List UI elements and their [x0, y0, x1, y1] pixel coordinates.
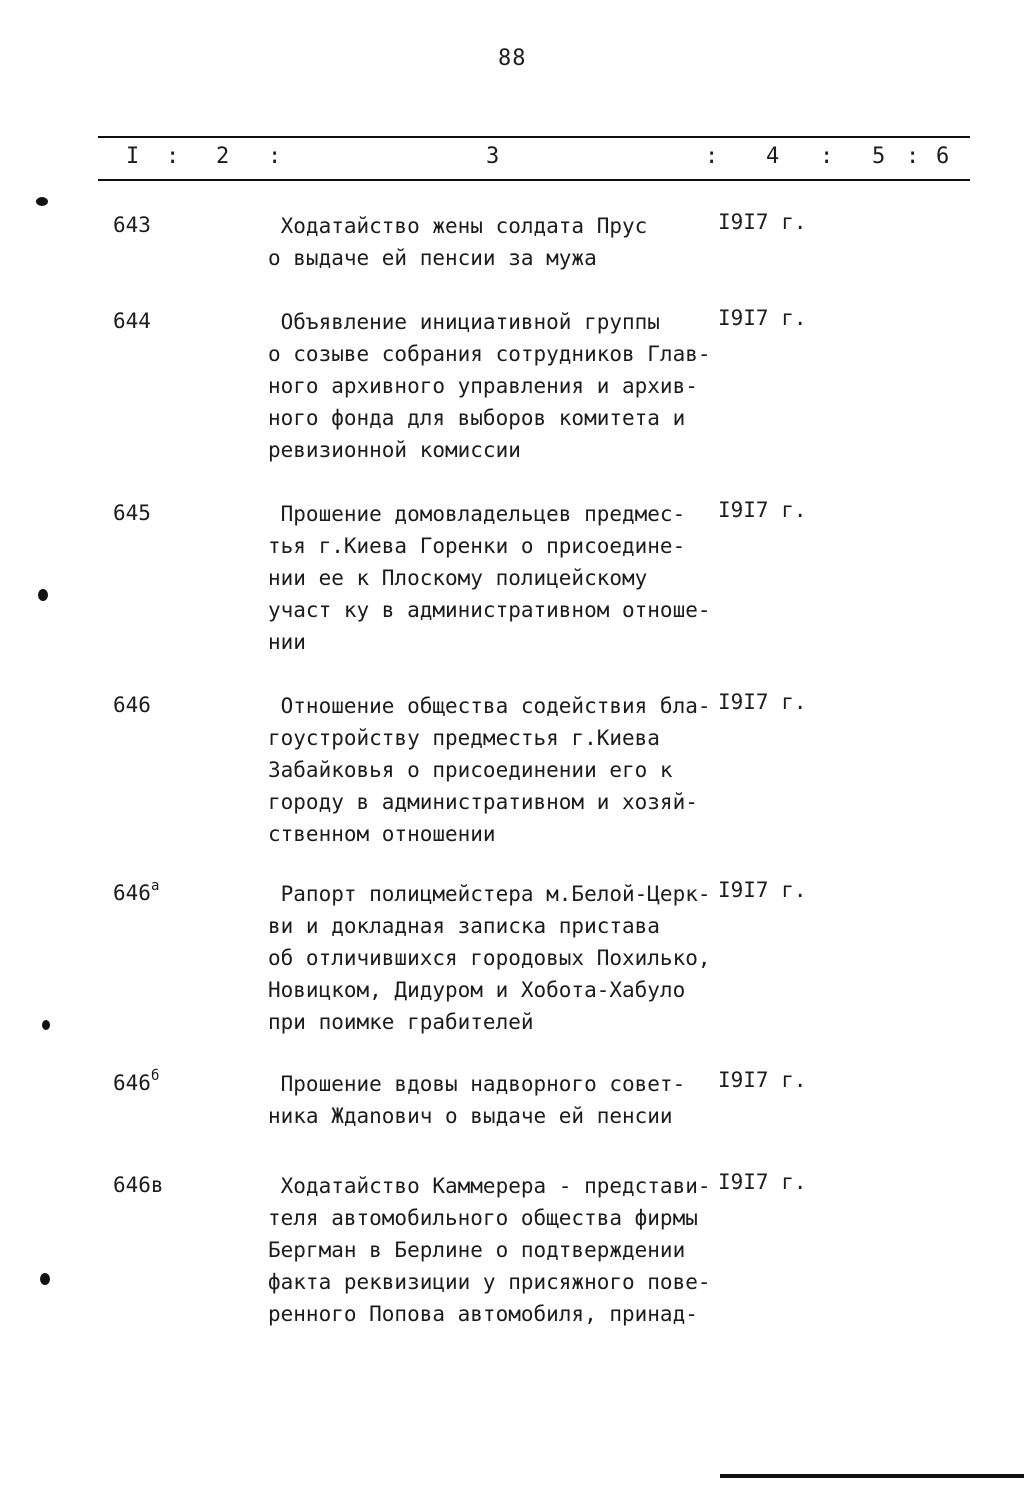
- row-date: I9I7 г.: [718, 306, 807, 330]
- row-number: 646: [113, 693, 151, 717]
- column-3-label: 3: [486, 144, 500, 169]
- header-rule-top: [98, 136, 970, 138]
- punch-hole-mark: [38, 589, 48, 601]
- header-rule-bottom: [98, 179, 970, 181]
- column-separator: :: [906, 144, 920, 169]
- row-description: Прошение вдовы надворного совет- ника Ждanович о выдаче ей пенсии: [268, 1072, 686, 1128]
- row-number: 646в: [113, 1173, 164, 1197]
- row-number: $646^а$: [113, 878, 160, 905]
- column-2-label: 2: [216, 144, 230, 169]
- column-5-label: 5: [872, 144, 886, 169]
- row-description: Отношение общества содействия бла- гоустройству предместья г.Киева Забайковья о присоединении его к городу в административном и хозяй- ственном отношении: [268, 694, 711, 846]
- row-date: I9I7 г.: [718, 878, 807, 902]
- column-1-label: I: [126, 144, 140, 169]
- row-description: Рапорт полицмейстера м.Белой-Церк- ви и докладная записка пристава об отличившихся городовых Похилько, Новицком, Дидуром и Хобота-Хабуло при поимке грабителей: [268, 882, 711, 1034]
- row-number: 644: [113, 309, 151, 333]
- punch-hole-mark: [36, 197, 48, 206]
- column-separator: :: [166, 144, 180, 169]
- page-number: 88: [498, 46, 527, 71]
- row-number: 645: [113, 501, 151, 525]
- row-date: I9I7 г.: [718, 1170, 807, 1194]
- punch-hole-mark: [40, 1273, 50, 1285]
- row-date: I9I7 г.: [718, 210, 807, 234]
- row-description: Ходатайство жены солдата Прус о выдаче ей пенсии за мужа: [268, 214, 648, 270]
- column-6-label: 6: [936, 144, 950, 169]
- row-description: Ходатайство Каммерера - представи- теля автомобильного общества фирмы Бергман в Берлине о подтверждении факта реквизиции у присяжного пове- ренного Попова автомобиля, принад-: [268, 1174, 711, 1326]
- row-description: Объявление инициативной группы о созыве собрания сотрудников Глав- ного архивного управления и архив- ного фонда для выборов комитета и ревизионной комиссии: [268, 310, 711, 462]
- row-date: I9I7 г.: [718, 498, 807, 522]
- row-description: Прошение домовладельцев предмес- тья г.Киева Горенки о присоедине- нии ее к Плоскому полицейскому участ ку в административном отноше- нии: [268, 502, 711, 654]
- row-date: I9I7 г.: [718, 1068, 807, 1092]
- bottom-edge-shadow: [720, 1474, 1024, 1478]
- column-header: [0, 144, 1024, 174]
- column-separator: :: [705, 144, 719, 169]
- row-number: $646^б$: [113, 1068, 160, 1095]
- row-date: I9I7 г.: [718, 690, 807, 714]
- punch-hole-mark: [42, 1020, 50, 1030]
- column-4-label: 4: [766, 144, 780, 169]
- row-number: 643: [113, 213, 151, 237]
- column-separator: :: [820, 144, 834, 169]
- column-separator: :: [268, 144, 282, 169]
